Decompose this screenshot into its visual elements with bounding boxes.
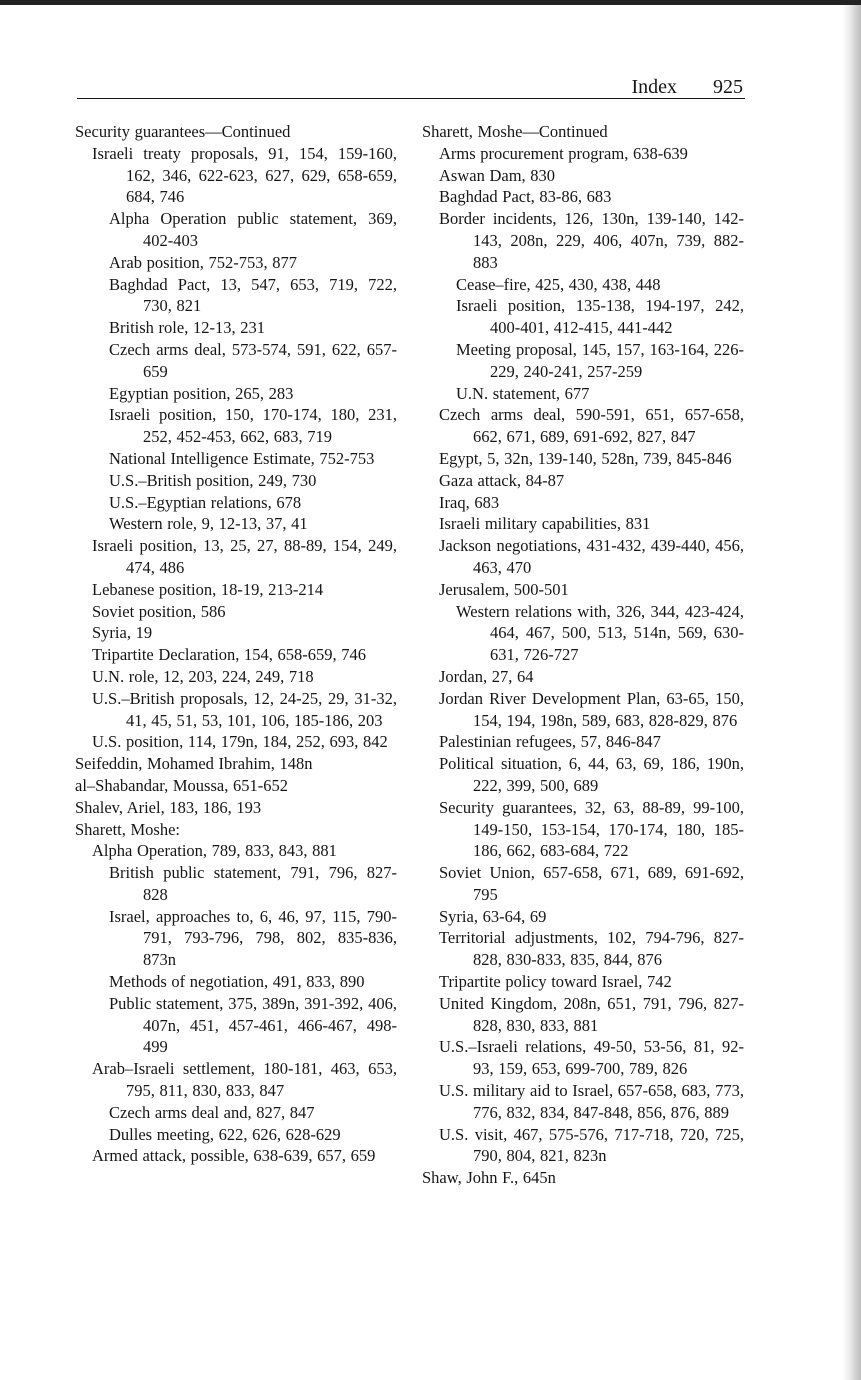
index-entry: Western role, 9, 12-13, 37, 41	[109, 514, 308, 534]
index-entry: Public statement, 375, 389n, 391-392, 406, 407n, 451, 457-461, 466-467, 498-499	[109, 993, 397, 1057]
index-entry: Security guarantees, 32, 63, 88-89, 99-100, 149-150, 153-154, 170-174, 180, 185-186, 662, 683-684, 722	[439, 797, 744, 861]
index-entry: Shalev, Ariel, 183, 186, 193	[75, 797, 262, 817]
index-entry: National Intelligence Estimate, 752-753	[109, 448, 375, 468]
index-entry: Alpha Operation public statement, 369, 402-403	[109, 209, 397, 250]
index-entry: Methods of negotiation, 491, 833, 890	[109, 972, 365, 992]
index-entry: Meeting proposal, 145, 157, 163-164, 226-229, 240-241, 257-259	[456, 339, 744, 381]
index-column-right	[422, 121, 744, 1189]
index-entry: Israeli position, 150, 170-174, 180, 231, 252, 452-453, 662, 683, 719	[109, 405, 397, 447]
index-entry: Lebanese position, 18-19, 213-214	[92, 579, 324, 599]
index-entry: U.S.–Israeli relations, 49-50, 53-56, 81, 92-93, 159, 653, 699-700, 789, 826	[439, 1037, 744, 1079]
index-entry: Territorial adjustments, 102, 794-796, 827-828, 830-833, 835, 844, 876	[439, 928, 744, 970]
header-rule	[77, 98, 745, 99]
index-entry: Soviet position, 586	[92, 601, 226, 621]
index-entry: Security guarantees—Continued	[75, 122, 291, 141]
index-entry: Tripartite policy toward Israel, 742	[439, 972, 672, 992]
index-entry: Czech arms deal and, 827, 847	[109, 1102, 315, 1122]
index-entry: Czech arms deal, 590-591, 651, 657-658, 662, 671, 689, 691-692, 827, 847	[439, 405, 744, 447]
index-entry: Western relations with, 326, 344, 423-424, 464, 467, 500, 513, 514n, 569, 630-631, 726-727	[456, 601, 744, 665]
index-entry: Cease–fire, 425, 430, 438, 448	[456, 274, 661, 294]
index-entry: Baghdad Pact, 83-86, 683	[439, 187, 612, 207]
index-entry: Alpha Operation, 789, 833, 843, 881	[92, 841, 337, 861]
index-entry: U.N. role, 12, 203, 224, 249, 718	[92, 666, 314, 686]
index-entry: Seifeddin, Mohamed Ibrahim, 148n	[75, 754, 313, 774]
index-entry: Israel, approaches to, 6, 46, 97, 115, 790-791, 793-796, 798, 802, 835-836, 873n	[109, 906, 397, 970]
index-entry: al–Shabandar, Moussa, 651-652	[75, 775, 288, 795]
index-entry: U.S.–Egyptian relations, 678	[109, 492, 302, 512]
index-entry: Arab position, 752-753, 877	[109, 252, 298, 272]
running-header	[77, 76, 743, 98]
index-entry: Arms procurement program, 638-639	[439, 143, 688, 163]
index-entry: U.N. statement, 677	[456, 383, 590, 403]
page-top-border	[0, 0, 861, 5]
index-entry: Israeli position, 135-138, 194-197, 242, 400-401, 412-415, 441-442	[456, 296, 744, 338]
index-entry: Gaza attack, 84-87	[439, 470, 565, 490]
running-header-title: Index	[631, 76, 677, 98]
index-entry: Jackson negotiations, 431-432, 439-440, 456, 463, 470	[439, 536, 744, 577]
index-entry: Israeli military capabilities, 831	[439, 514, 651, 534]
index-entry: British public statement, 791, 796, 827-828	[109, 863, 397, 904]
index-entry: Baghdad Pact, 13, 547, 653, 719, 722, 730, 821	[109, 274, 397, 316]
index-column-left	[75, 121, 397, 1167]
index-entry: Czech arms deal, 573-574, 591, 622, 657-659	[109, 339, 397, 381]
index-entry: Jordan, 27, 64	[439, 666, 534, 686]
index-entry: U.S.–British position, 249, 730	[109, 470, 317, 490]
index-entry: Dulles meeting, 622, 626, 628-629	[109, 1124, 341, 1144]
index-entry: Jerusalem, 500-501	[439, 579, 569, 599]
index-entry: U.S. position, 114, 179n, 184, 252, 693, 842	[92, 732, 388, 752]
index-entry: Armed attack, possible, 638-639, 657, 659	[92, 1146, 376, 1166]
index-entry: Sharett, Moshe—Continued	[422, 122, 608, 141]
index-entry: Syria, 19	[92, 623, 153, 643]
index-entry: United Kingdom, 208n, 651, 791, 796, 827-828, 830, 833, 881	[439, 993, 744, 1035]
index-entry: U.S. visit, 467, 575-576, 717-718, 720, 725, 790, 804, 821, 823n	[439, 1124, 744, 1166]
index-entry: Jordan River Development Plan, 63-65, 150, 154, 194, 198n, 589, 683, 828-829, 876	[439, 688, 744, 730]
index-entry: Aswan Dam, 830	[439, 165, 556, 185]
index-entry: Tripartite Declaration, 154, 658-659, 746	[92, 645, 367, 665]
index-entry: Syria, 63-64, 69	[439, 906, 547, 926]
index-entry: Soviet Union, 657-658, 671, 689, 691-692, 795	[439, 863, 744, 904]
index-entry: Arab–Israeli settlement, 180-181, 463, 653, 795, 811, 830, 833, 847	[92, 1059, 397, 1101]
index-entry: Egyptian position, 265, 283	[109, 383, 294, 403]
index-entry: Political situation, 6, 44, 63, 69, 186, 190n, 222, 399, 500, 689	[439, 754, 744, 795]
index-entry: Israeli position, 13, 25, 27, 88-89, 154, 249, 474, 486	[92, 536, 397, 577]
index-entry: Border incidents, 126, 130n, 139-140, 142-143, 208n, 229, 406, 407n, 739, 882-883	[439, 209, 744, 272]
index-entry: Egypt, 5, 32n, 139-140, 528n, 739, 845-846	[439, 448, 732, 468]
index-entry: British role, 12-13, 231	[109, 318, 265, 338]
index-entry: Israeli treaty proposals, 91, 154, 159-160, 162, 346, 622-623, 627, 629, 658-659, 684, 746	[92, 143, 397, 207]
index-entry: Sharett, Moshe:	[75, 819, 180, 839]
index-entry: U.S. military aid to Israel, 657-658, 683, 773, 776, 832, 834, 847-848, 856, 876, 889	[439, 1081, 744, 1122]
index-entry: U.S.–British proposals, 12, 24-25, 29, 31-32, 41, 45, 51, 53, 101, 106, 185-186, 203	[92, 688, 397, 730]
index-entry: Shaw, John F., 645n	[422, 1168, 556, 1188]
index-entry: Iraq, 683	[439, 492, 500, 512]
page-edge-shadow	[842, 5, 861, 1380]
page-number: 925	[713, 76, 743, 98]
index-entry: Palestinian refugees, 57, 846-847	[439, 732, 661, 752]
